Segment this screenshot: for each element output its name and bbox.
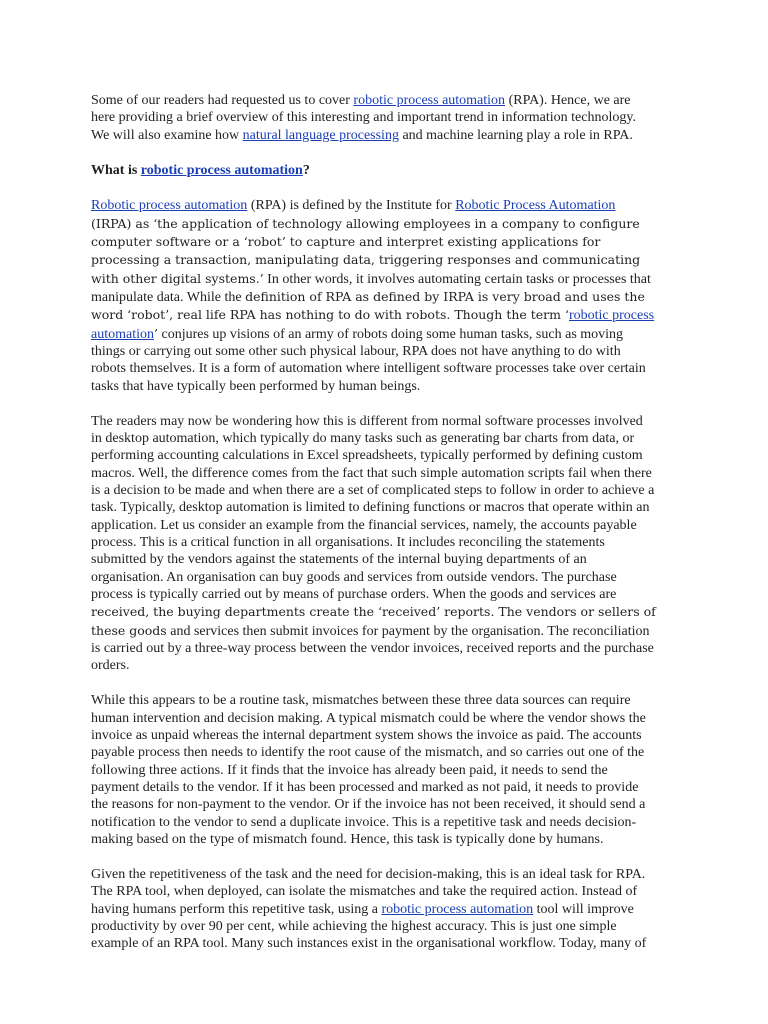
- desktop-text-1: The readers may now be wondering how this is different from normal software processes involved in desktop automation, which typically do many tasks such as generating bar charts from data, or performing accounting calculations in Excel spreadsheets, typically performed by defining custom macros. Well, the difference comes from the fact that such simple automation scripts fail when there is a decision to be made and when there are a set of complicated steps to follow in order to achieve a task. Typically, desktop automation is limited to defining functions or macros that operate within an application. Let us consider an example from the financial services, namely, the accounts payable process. This is a critical function in all organisations. It includes reconciling the statements submitted by the vendors against the statements of the internal buying departments of an organisation. An organisation can buy goods and services from outside vendors. The purchase process is typically carried out by means of purchase orders. When the goods and services are: [91, 413, 655, 603]
- intro-text-3: and machine learning play a role in RPA.: [398, 127, 633, 143]
- link-robotic-process-automation-term[interactable]: robotic process automation: [91, 308, 655, 342]
- heading-suffix: ?: [302, 162, 310, 178]
- ideal-text-2: tool will improve productivity by over 90 per cent, while achieving the highest accuracy. This is just one simple example of an RPA tool. Many such instances exist in the organisational workflow. Today, many of: [91, 901, 647, 952]
- ideal-text-1: Given the repetitiveness of the task and the need for decision-making, this is an ideal task for RPA. The RPA tool, when deployed, can isolate the mismatches and take the required action. Instead of having humans perform this repetitive task, using a: [91, 866, 646, 917]
- intro-text-2: (RPA). Hence, we are here providing a brief overview of this interesting and important trend in information technology. We will also examine how: [91, 93, 636, 143]
- heading-prefix: What is: [91, 162, 141, 178]
- section-heading: [91, 162, 656, 179]
- definition-paragraph: [91, 196, 656, 395]
- link-robotic-process-automation[interactable]: robotic process automation: [353, 93, 506, 108]
- link-irpa-institute[interactable]: Robotic Process Automation: [455, 198, 616, 214]
- article-body: [91, 92, 656, 970]
- desktop-automation-paragraph: [91, 413, 656, 675]
- desktop-quote: received, the buying departments create the ‘received’ reports. The vendors or sellers of these goods: [91, 604, 656, 638]
- link-robotic-process-automation-tool[interactable]: robotic process automation: [381, 901, 534, 917]
- rpa-ideal-paragraph: [91, 866, 656, 953]
- definition-text-2: In other words, it involves automating certain tasks or processes that manipulate data. While the: [91, 271, 651, 306]
- definition-text-1: (RPA) is defined by the Institute for: [247, 198, 456, 214]
- definition-quote-2: definition of RPA as defined by IRPA is very broad and uses the word ‘robot’, real life RPA has nothing to do with robots. Though the term ‘: [91, 289, 645, 323]
- mismatch-paragraph: While this appears to be a routine task, mismatches between these three data sources can require human intervention and decision making. A typical mismatch could be where the vendor shows the invoice as unpaid whereas the internal department system shows the invoice as paid. The accounts payable process then needs to identify the root cause of the mismatch, and so carries out one of the following three actions. If it finds that the invoice has already been paid, it needs to send the payment details to the vendor. If it has been processed and marked as not paid, it needs to provide the reasons for non-payment to the vendor. Or if the invoice has not been received, it should send a notification to the vendor to send a duplicate invoice. This is a repetitive task and needs decision-making based on the type of mismatch found. Hence, this task is typically done by humans.: [91, 693, 646, 848]
- irpa-quote: (IRPA) as ‘the application of technology allowing employees in a company to configure computer software or a ‘robot’ to capture and interpret existing applications for processing a transaction, manipulating data, triggering responses and communicating with other digital systems.’: [91, 215, 641, 286]
- definition-quote-3: ’: [154, 325, 158, 341]
- heading-link-rpa[interactable]: robotic process automation: [140, 162, 303, 178]
- intro-text-1: Some of our readers had requested us to cover: [91, 93, 354, 108]
- desktop-text-2: and services then submit invoices for payment by the organisation. The reconciliation is carried out by a three-way process between the vendor invoices, received reports and the purchase orders.: [91, 623, 654, 674]
- link-robotic-process-automation-def[interactable]: Robotic process automation: [91, 198, 248, 214]
- definition-text-3: conjures up visions of an army of robots doing some human tasks, such as moving things or carrying out some other such physical labour, RPA does not have anything to do with robots themselves. It is a form of automation where intelligent software processes take over certain tasks that have typically been performed by human beings.: [91, 326, 646, 394]
- intro-paragraph: [91, 92, 656, 144]
- link-natural-language-processing[interactable]: natural language processing: [242, 127, 399, 143]
